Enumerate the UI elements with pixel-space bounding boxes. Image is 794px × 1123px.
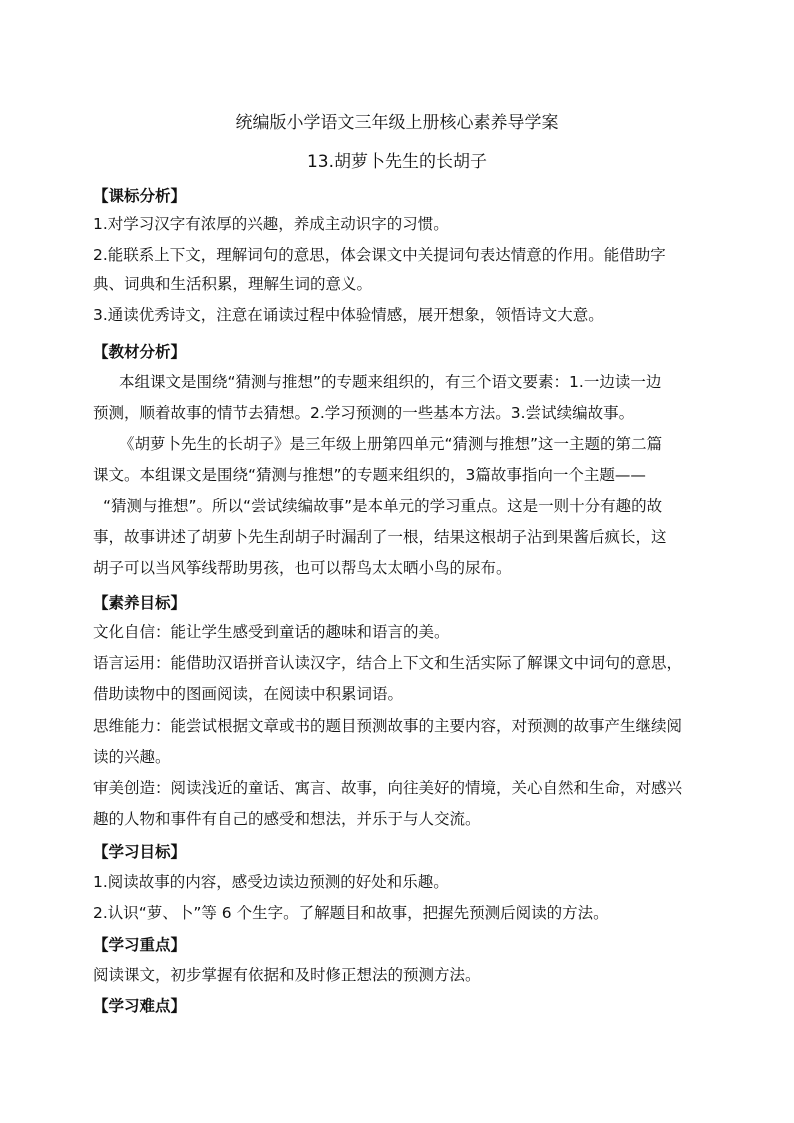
paragraph-line: 课文。本组课文是围绕“猜测与推想”的专题来组织的，3篇故事指向一个主题—— — [93, 466, 646, 484]
section-heading-curriculum: 【课标分析】 — [93, 187, 187, 205]
paragraph-line: 借助读物中的图画阅读，在阅读中积累词语。 — [93, 685, 404, 703]
section-heading-textbook: 【教材分析】 — [93, 343, 187, 361]
paragraph-line: 1.阅读故事的内容，感受边读边预测的好处和乐趣。 — [93, 873, 449, 891]
paragraph-line: 预测，顺着故事的情节去猜想。2.学习预测的一些基本方法。3.尝试续编故事。 — [93, 404, 635, 422]
paragraph-line: 《胡萝卜先生的长胡子》是三年级上册第四单元“猜测与推想”这一主题的第二篇 — [119, 435, 663, 453]
paragraph-line: “猜测与推想”。所以“尝试续编故事”是本单元的学习重点。这是一则十分有趣的故 — [103, 497, 663, 515]
paragraph-line: 典、词典和生活积累，理解生词的意义。 — [93, 275, 373, 293]
paragraph-line: 1.对学习汉字有浓厚的兴趣，养成主动识字的习惯。 — [93, 215, 449, 233]
paragraph-line: 事，故事讲述了胡萝卜先生刮胡子时漏刮了一根，结果这根胡子沾到果酱后疯长，这 — [93, 528, 667, 546]
section-heading-learning-goals: 【学习目标】 — [93, 843, 187, 861]
paragraph-line: 3.通读优秀诗文，注意在诵读过程中体验情感，展开想象，领悟诗文大意。 — [93, 306, 604, 324]
document-title: 统编版小学语文三年级上册核心素养导学案 — [235, 113, 559, 133]
paragraph-line: 读的兴趣。 — [93, 748, 171, 766]
paragraph-line: 思维能力：能尝试根据文章或书的题目预测故事的主要内容，对预测的故事产生继续阅 — [93, 717, 683, 735]
paragraph-line: 2.认识“萝、卜”等 6 个生字。了解题目和故事，把握先预测后阅读的方法。 — [93, 904, 609, 922]
paragraph-line: 阅读课文，初步掌握有依据和及时修正想法的预测方法。 — [93, 966, 481, 984]
lesson-title: 13.胡萝卜先生的长胡子 — [306, 152, 488, 172]
paragraph-line: 胡子可以当风筝线帮助男孩，也可以帮鸟太太晒小鸟的尿布。 — [93, 559, 512, 577]
paragraph-line: 本组课文是围绕“猜测与推想”的专题来组织的，有三个语文要素：1.一边读一边 — [119, 373, 662, 391]
paragraph-line: 文化自信：能让学生感受到童话的趣味和语言的美。 — [93, 623, 450, 641]
paragraph-line: 审美创造：阅读浅近的童话、寓言、故事，向往美好的情境，关心自然和生命，对感兴 — [93, 779, 683, 797]
paragraph-line: 趣的人物和事件有自己的感受和想法，并乐于与人交流。 — [93, 810, 481, 828]
paragraph-line: 语言运用：能借助汉语拼音认读汉字，结合上下文和生活实际了解课文中词句的意思， — [93, 654, 683, 672]
section-heading-key-points: 【学习重点】 — [93, 936, 187, 954]
section-heading-literacy-goals: 【素养目标】 — [93, 594, 187, 612]
section-heading-difficulties: 【学习难点】 — [93, 997, 187, 1015]
paragraph-line: 2.能联系上下文，理解词句的意思，体会课文中关提词句表达情意的作用。能借助字 — [93, 246, 666, 264]
